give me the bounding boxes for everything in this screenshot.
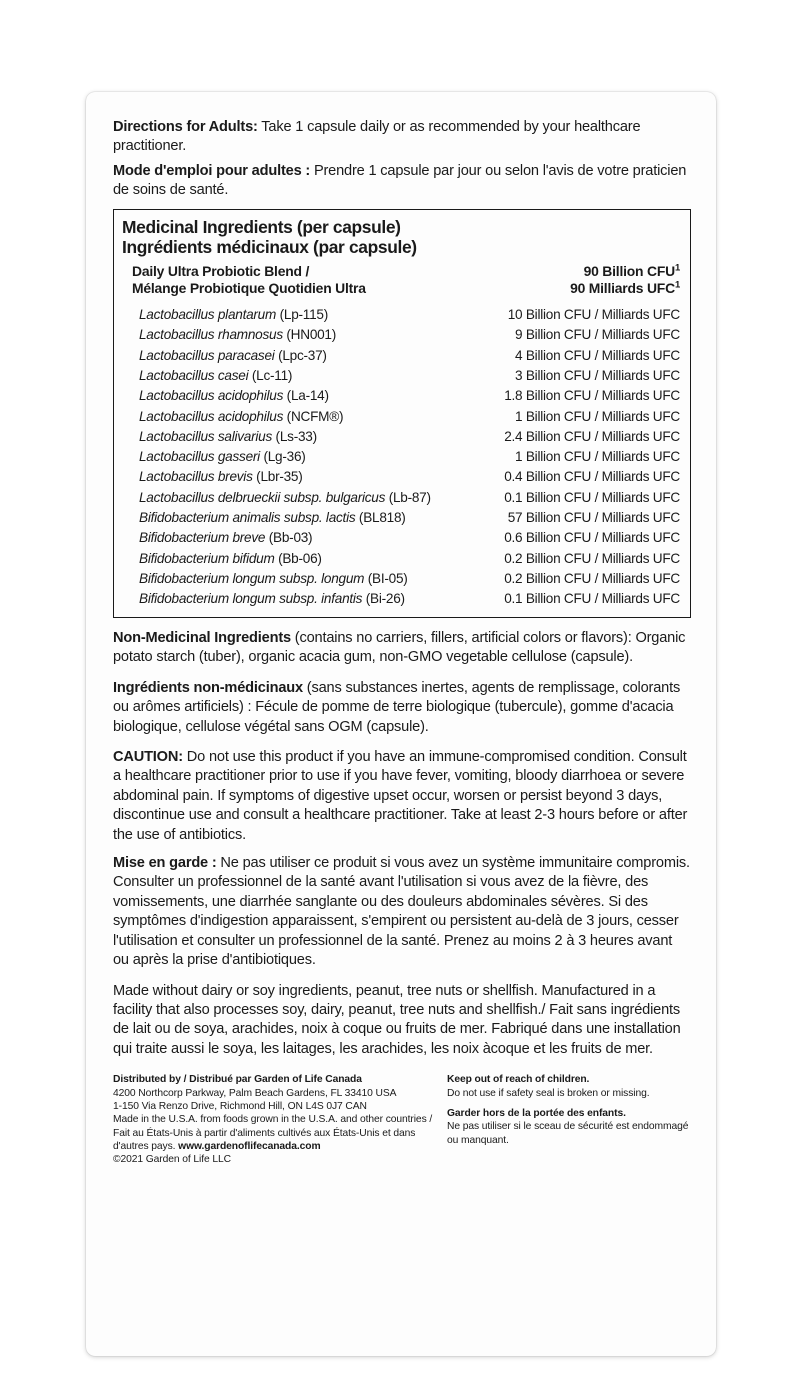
directions-english-label: Directions for Adults: <box>113 119 258 135</box>
strain-amount: 1.8 Billion CFU / Milliards UFC <box>504 388 680 404</box>
strain-code: (Lpc-37) <box>274 347 327 363</box>
probiotic-blend-row <box>122 263 682 298</box>
strain-amount: 4 Billion CFU / Milliards UFC <box>515 347 680 363</box>
directions-section <box>113 118 691 201</box>
strain-row <box>122 467 682 487</box>
non-medicinal-ingredients-english <box>113 629 691 668</box>
strain-name <box>139 450 306 464</box>
strain-species: Lactobacillus acidophilus <box>139 408 284 424</box>
strain-species: Lactobacillus rhamnosus <box>139 327 283 343</box>
strain-species: Bifidobacterium bifidum <box>139 550 275 566</box>
strain-name <box>139 369 292 383</box>
strain-row <box>122 406 682 426</box>
strain-row <box>122 528 682 548</box>
strain-species: Lactobacillus acidophilus <box>139 388 284 404</box>
strain-name <box>139 410 343 424</box>
strain-row <box>122 426 682 446</box>
strain-code: (Lp-115) <box>276 307 328 323</box>
caution-french <box>113 854 691 970</box>
strain-code: (Bb-06) <box>274 550 322 566</box>
strain-name <box>139 491 431 505</box>
strain-species: Lactobacillus gasseri <box>139 449 260 465</box>
non-medicinal-ingredients-french <box>113 679 691 737</box>
strain-amount: 0.1 Billion CFU / Milliards UFC <box>504 591 680 607</box>
medicinal-ingredients-table <box>113 209 691 618</box>
allergen-statement: Made without dairy or soy ingredients, peanut, tree nuts or shellfish. Manufactured in a facility that also processes soy, dairy, peanut, tree nuts and shellfish./ Fait sans ingrédients de lait ou de soya, arachides, noix à coque ou fruits de mer. Fabriqué dans une installation qui traite aussi le soya, les laitages, les arachides, les noix àcoque et les fruits de mer. <box>113 982 681 1057</box>
caution-french-text: Ne pas utiliser ce produit si vous avez un système immunitaire compromis. Consulter un professionnel de la santé avant l'utilisation si vous avez de la fièvre, des vomissements, une diarrhée sanglante ou des douleurs abdominales sévères. Si des symptômes d'indigestion apparaissent, s'empirent ou persistent au-delà de 3 jours, cesser l'utilisation et consulter un professionnel de la santé. Prenez au moins 2 à 3 heures avant ou après la prise d'antibiotiques. <box>113 855 690 969</box>
non-medicinal-french-text: (sans substances inertes, agents de remplissage, colorants ou arômes artificiels) : Fécule de pomme de terre biologique (tubercule), gomme d'acacia biologique, cellulose végétal sans OGM (capsule). <box>113 679 681 735</box>
keep-out-text-english: Do not use if safety seal is broken or missing. <box>447 1087 650 1099</box>
keep-out-of-reach-french <box>447 1107 691 1147</box>
blend-amount-french-text: 90 Milliards UFC <box>570 280 675 297</box>
strain-code: (Bi-26) <box>362 591 405 607</box>
directions-english-text: Take 1 capsule daily or as recommended by your healthcare practitioner. <box>113 119 641 155</box>
non-medicinal-french-label: Ingrédients non-médicinaux <box>113 679 303 696</box>
strain-species: Bifidobacterium animalis subsp. lactis <box>139 509 356 525</box>
strain-amount: 0.6 Billion CFU / Milliards UFC <box>504 530 680 546</box>
strain-amount: 0.1 Billion CFU / Milliards UFC <box>504 489 680 505</box>
footer-warnings-column <box>447 1073 691 1167</box>
strain-row <box>122 508 682 528</box>
strain-code: (Bb-03) <box>265 530 313 546</box>
blend-footnote-marker-french: 1 <box>674 279 680 291</box>
strain-code: (BI-05) <box>364 570 408 586</box>
keep-out-of-reach-english <box>447 1073 691 1100</box>
origin-statement <box>113 1113 437 1153</box>
strain-row <box>122 305 682 325</box>
caution-french-label: Mise en garde : <box>113 855 217 872</box>
blend-amount-english <box>570 263 680 280</box>
blend-name-french: Mélange Probiotique Quotidien Ultra <box>132 280 366 297</box>
strain-species: Lactobacillus paracasei <box>139 347 275 363</box>
strain-name <box>139 511 406 525</box>
blend-amount-french <box>570 280 680 297</box>
strain-amount: 1 Billion CFU / Milliards UFC <box>515 408 680 424</box>
directions-french-label: Mode d'emploi pour adultes : <box>113 162 311 179</box>
keep-out-heading-french: Garder hors de la portée des enfants. <box>447 1107 626 1119</box>
caution-english-text: Do not use this product if you have an immune-compromised condition. Consult a healthcare practitioner prior to use if you have fever, vomiting, bloody diarrhoea or severe abdominal pain. If symptoms of digestive upset occur, worsen or persist beyond 3 days, discontinue use and consult a healthcare practitioner. Take at least 2-3 hours before or after the use of antibiotics. <box>113 749 688 843</box>
strain-amount: 0.4 Billion CFU / Milliards UFC <box>504 469 680 485</box>
distributor-address-us: 4200 Northcorp Parkway, Palm Beach Gardens, FL 33410 USA <box>113 1087 397 1099</box>
strain-name <box>139 389 329 403</box>
strain-row <box>122 568 682 588</box>
non-medicinal-english-text: (contains no carriers, fillers, artificial colors or flavors): Organic potato starch (tuber), organic acacia gum, non-GMO vegetable cellulose (capsule). <box>113 630 686 666</box>
strain-amount: 9 Billion CFU / Milliards UFC <box>515 327 680 343</box>
supplement-label-card <box>86 92 716 1356</box>
caution-english-label: CAUTION: <box>113 749 183 766</box>
strain-code: (Lg-36) <box>259 449 306 465</box>
strain-row <box>122 589 682 609</box>
strain-amount: 0.2 Billion CFU / Milliards UFC <box>504 550 680 566</box>
strain-list <box>122 305 682 609</box>
strain-amount: 0.2 Billion CFU / Milliards UFC <box>504 570 680 586</box>
strain-row <box>122 548 682 568</box>
copyright-line: ©2021 Garden of Life LLC <box>113 1154 231 1166</box>
strain-code: (HN001) <box>282 327 337 343</box>
strain-species: Lactobacillus brevis <box>139 469 253 485</box>
non-medicinal-english-label: Non-Medicinal Ingredients <box>113 630 291 646</box>
strain-row <box>122 386 682 406</box>
strain-name <box>139 328 336 342</box>
strain-species: Lactobacillus salivarius <box>139 428 273 444</box>
strain-species: Lactobacillus casei <box>139 367 249 383</box>
strain-row <box>122 366 682 386</box>
strain-name <box>139 430 317 444</box>
strain-code: (Lbr-35) <box>252 469 303 485</box>
strain-name <box>139 349 327 363</box>
strain-row <box>122 447 682 467</box>
strain-amount: 3 Billion CFU / Milliards UFC <box>515 367 680 383</box>
blend-amount-english-text: 90 Billion CFU <box>583 263 675 280</box>
strain-species: Lactobacillus plantarum <box>139 307 277 323</box>
strain-name <box>139 552 322 566</box>
blend-name <box>132 263 366 298</box>
strain-species: Bifidobacterium longum subsp. infantis <box>139 591 363 607</box>
table-title-english: Medicinal Ingredients (per capsule) <box>122 216 401 237</box>
strain-species: Lactobacillus delbrueckii subsp. bulgaricus <box>139 489 386 505</box>
strain-species: Bifidobacterium breve <box>139 530 266 546</box>
strain-code: (La-14) <box>283 388 329 404</box>
website-link[interactable]: www.gardenoflifecanada.com <box>178 1141 321 1152</box>
keep-out-heading-english: Keep out of reach of children. <box>447 1074 590 1086</box>
blend-footnote-marker-english: 1 <box>674 262 680 274</box>
blend-amount <box>570 263 680 298</box>
strain-name <box>139 470 303 484</box>
blend-name-english: Daily Ultra Probiotic Blend / <box>132 263 310 280</box>
footer <box>113 1073 691 1167</box>
directions-french <box>113 162 691 201</box>
strain-code: (Lb-87) <box>385 489 431 505</box>
distributor-address-ca: 1-150 Via Renzo Drive, Richmond Hill, ON L4S 0J7 CAN <box>113 1100 367 1112</box>
strain-code: (Lc-11) <box>248 367 293 383</box>
strain-name <box>139 531 312 545</box>
strain-name <box>139 592 405 606</box>
caution-english <box>113 748 691 845</box>
strain-species: Bifidobacterium longum subsp. longum <box>139 570 365 586</box>
keep-out-text-french: Ne pas utiliser si le sceau de sécurité est endommagé ou manquant. <box>447 1121 689 1146</box>
strain-code: (NCFM®) <box>283 408 344 424</box>
origin-statement-text: Made in the U.S.A. from foods grown in the U.S.A. and other countries / Fait au États-Unis à partir d'aliments cultivés aux États-Unis et dans d'autres pays. <box>113 1114 433 1152</box>
strain-amount: 1 Billion CFU / Milliards UFC <box>515 449 680 465</box>
strain-amount: 2.4 Billion CFU / Milliards UFC <box>504 428 680 444</box>
strain-row <box>122 325 682 345</box>
strain-name <box>139 308 328 322</box>
strain-row <box>122 345 682 365</box>
strain-code: (Ls-33) <box>272 428 317 444</box>
directions-french-text: Prendre 1 capsule par jour ou selon l'avis de votre praticien de soins de santé. <box>113 162 687 199</box>
directions-english <box>113 118 691 157</box>
footer-distributor-column <box>113 1073 447 1167</box>
distributor-heading: Distributed by / Distribué par Garden of Life Canada <box>113 1074 362 1086</box>
strain-name <box>139 572 408 586</box>
strain-code: (BL818) <box>355 509 406 525</box>
strain-row <box>122 487 682 507</box>
table-title-french: Ingrédients médicinaux (par capsule) <box>122 237 417 258</box>
strain-amount: 57 Billion CFU / Milliards UFC <box>507 509 680 525</box>
strain-amount: 10 Billion CFU / Milliards UFC <box>507 307 680 323</box>
